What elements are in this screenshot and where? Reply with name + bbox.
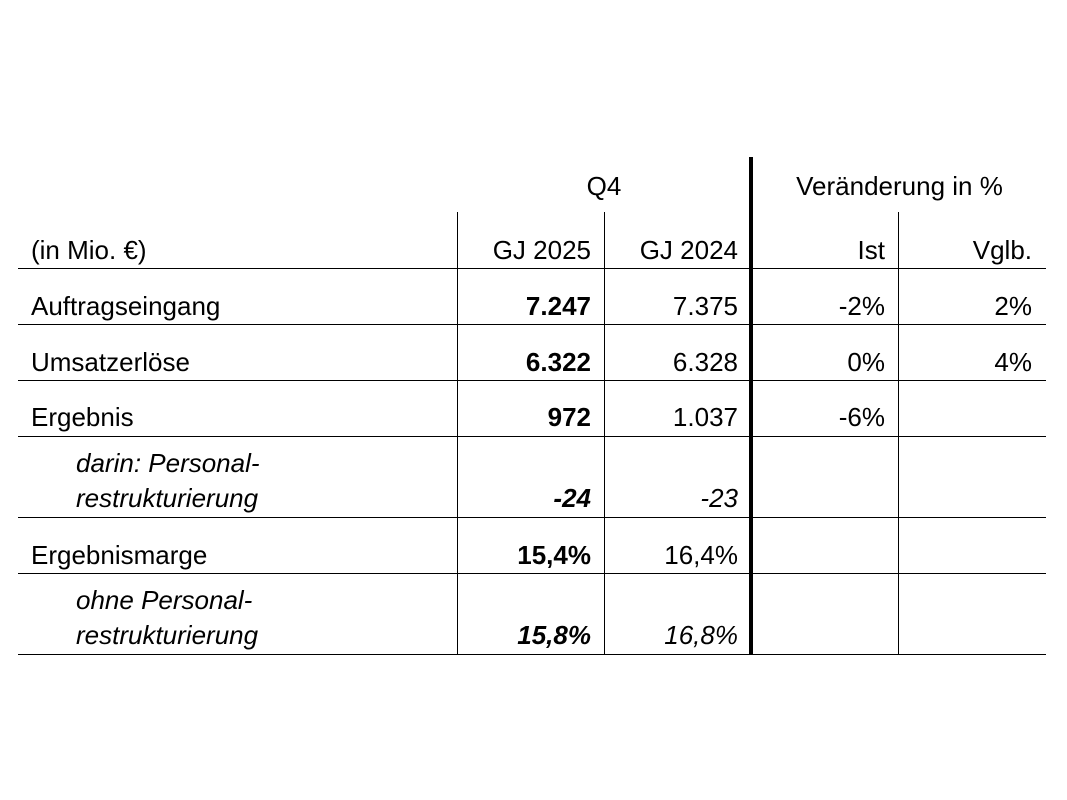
col-header-fy2025: GJ 2025	[492, 235, 591, 265]
cell-actual: -6%	[838, 402, 885, 432]
col-divider-fy2025	[457, 212, 458, 655]
row-divider-2	[18, 380, 1046, 381]
col-header-comparable: Vglb.	[972, 235, 1032, 265]
cell-actual: -2%	[838, 291, 885, 321]
row-label-line1: darin: Personal-	[76, 448, 260, 478]
group-header-q4: Q4	[586, 171, 622, 201]
cell-comparable: 4%	[994, 347, 1032, 377]
group-header-change: Veränderung in %	[796, 171, 1003, 201]
col-header-actual: Ist	[857, 235, 885, 265]
cell-fy2024: 16,4%	[664, 540, 738, 570]
cell-fy2024: 1.037	[672, 402, 738, 432]
col-divider-comparable	[898, 212, 899, 655]
col-divider-fy2024	[604, 212, 605, 655]
cell-fy2025: 7.247	[525, 291, 591, 321]
col-header-fy2024: GJ 2024	[639, 235, 738, 265]
cell-fy2025: 15,4%	[517, 540, 591, 570]
cell-fy2025: 6.322	[525, 347, 591, 377]
row-divider-6	[18, 654, 1046, 655]
cell-fy2024: -23	[700, 483, 738, 513]
row-label: Umsatzerlöse	[31, 347, 190, 377]
cell-comparable: 2%	[994, 291, 1032, 321]
row-label-line2: restrukturierung	[76, 620, 259, 650]
row-label-line2: restrukturierung	[76, 483, 259, 513]
row-label: Ergebnis	[31, 402, 134, 432]
row-label-line1: ohne Personal-	[76, 585, 253, 615]
row-divider-5	[18, 573, 1046, 574]
cell-fy2025: -24	[553, 483, 591, 513]
row-label: Ergebnismarge	[31, 540, 208, 570]
cell-fy2025: 972	[547, 402, 591, 432]
cell-actual: 0%	[847, 347, 885, 377]
cell-fy2024: 16,8%	[664, 620, 738, 650]
row-label: Auftragseingang	[31, 291, 221, 321]
row-divider-header	[18, 268, 1046, 269]
row-divider-3	[18, 436, 1046, 437]
cell-fy2024: 6.328	[672, 347, 738, 377]
cell-fy2024: 7.375	[672, 291, 738, 321]
cell-fy2025: 15,8%	[517, 620, 591, 650]
row-divider-1	[18, 324, 1046, 325]
row-divider-4	[18, 517, 1046, 518]
unit-label: (in Mio. €)	[31, 235, 147, 265]
